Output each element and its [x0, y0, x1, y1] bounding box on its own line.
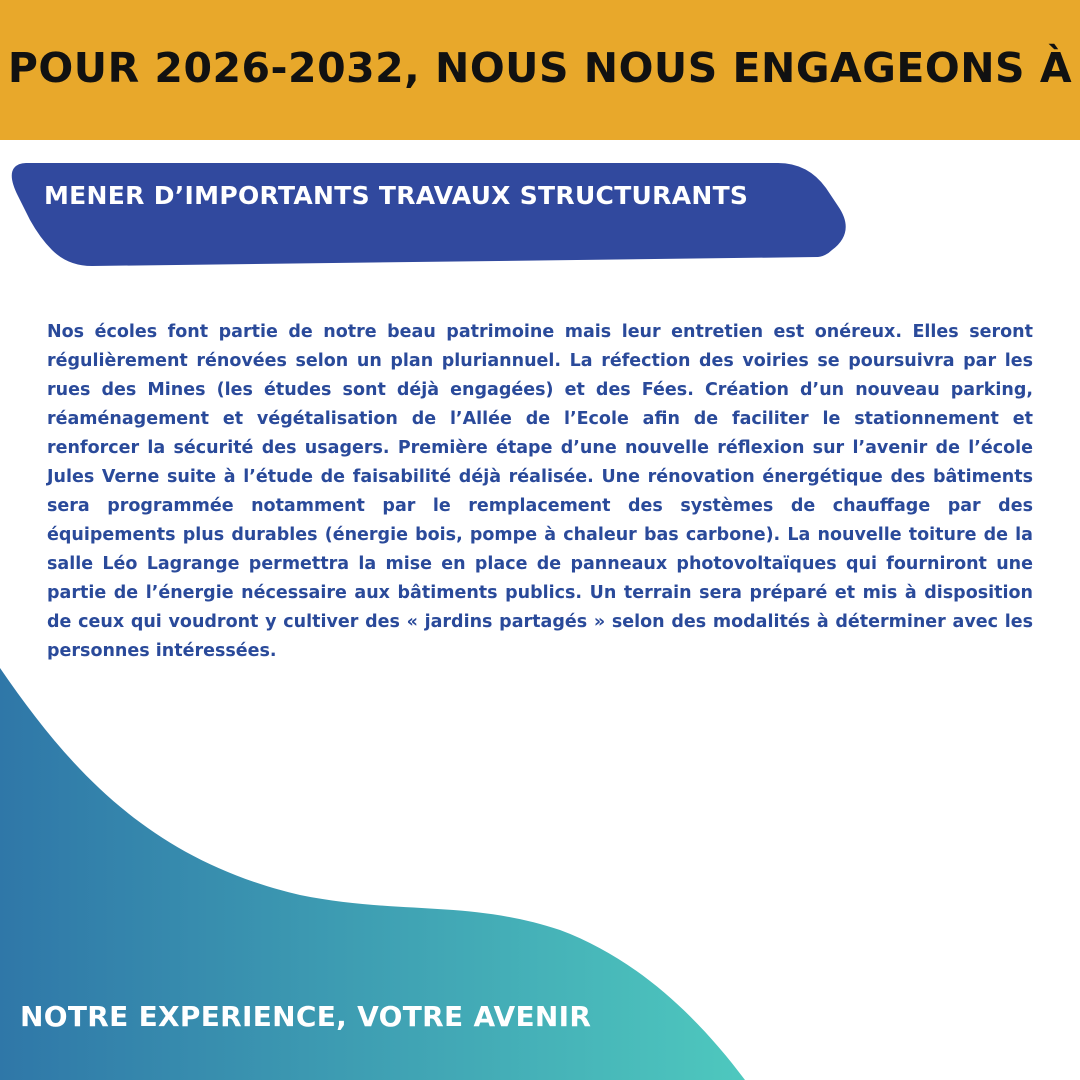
footer-slogan: NOTRE EXPERIENCE, VOTRE AVENIR	[20, 1000, 592, 1033]
body-paragraph: Nos écoles font partie de notre beau patrimoine mais leur entretien est onéreux. Elles seront régulièrement rénovées selon un plan pluriannuel. La réfection des voiries se poursuivra par les rues des Mines (les études sont déjà engagées) et des Fées. Création d’un nouveau parking, réaménagement et végétalisation de l’Allée de l’Ecole afin de faciliter le stationnement et renforcer la sécurité des usagers. Première étape d’une nouvelle réflexion sur l’avenir de l’école Jules Verne suite à l’étude de faisabilité déjà réalisée. Une rénovation énergétique des bâtiments sera programmée notamment par le remplacement des systèmes de chauffage par des équipements plus durables (énergie bois, pompe à chaleur bas carbone). La nouvelle toiture de la salle Léo Lagrange permettra la mise en place de panneaux photovoltaïques qui fourniront une partie de l’énergie nécessaire aux bâtiments publics. Un terrain sera préparé et mis à disposition de ceux qui voudront y cultiver des « jardins partagés » selon des modalités à déterminer avec les personnes intéressées.	[47, 322, 1033, 661]
page-title: POUR 2026-2032, NOUS NOUS ENGAGEONS À	[7, 44, 1073, 92]
section-title: MENER D’IMPORTANTS TRAVAUX STRUCTURANTS	[44, 181, 749, 210]
